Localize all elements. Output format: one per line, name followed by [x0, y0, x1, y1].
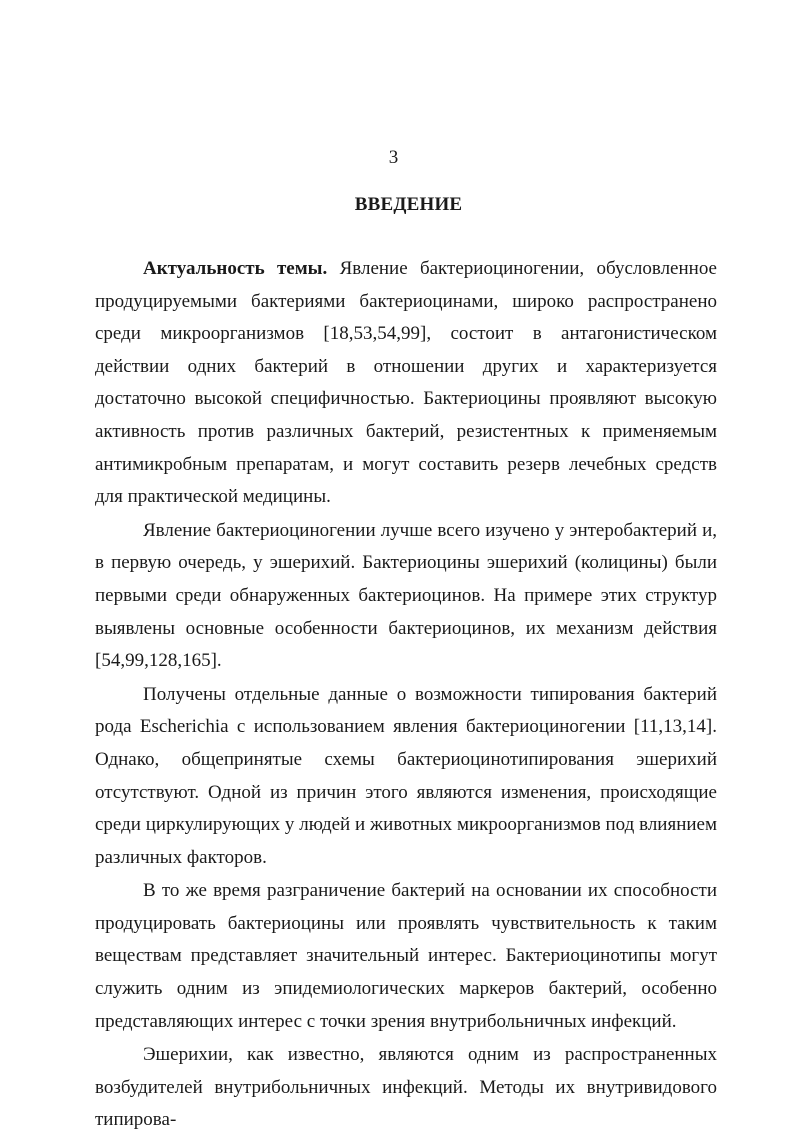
paragraph-differentiation: В то же время разграничение бактерий на основании их способности продуцировать бактериоцины или проявлять чувствительность к таким веществам представляет значительный интерес. Бактериоцинотипы могут служить одним из эпидемиологических маркеров бактерий, особенно представляющих интерес с точки зрения внутрибольничных инфекций. [95, 880, 717, 1032]
paragraph-text: Явление бактериоциногении, обусловленное продуцируемыми бактериями бактериоцинами, широко распространено среди микроорганизмов [18,53,54,99], состоит в антагонистическом действии одних бактерий в отношении других и характеризуется достаточно высокой специфичностью. Бактериоцины проявляют высокую активность против различных бактерий, резистентных к применяемым антимикробным препаратам, и могут составить резерв лечебных средств для практической медицины. [95, 258, 717, 508]
page-number: 3 [388, 147, 399, 168]
paragraph-bacteriocinogeny: Явление бактериоциногении лучше всего изучено у энтеробактерий и, в первую очередь, у эшерихий. Бактериоцины эшерихий (колицины) были первыми среди обнаруженных бактериоцинов. На примере этих структур выявлены основные особенности бактериоцинов, их механизм действия [54,99,128,165]. [95, 519, 717, 672]
paragraph-typing-data: Получены отдельные данные о возможности типирования бактерий рода Escherichia с использованием явления бактериоциногении [11,13,14]. Однако, общепринятые схемы бактериоцинотипирования эшерихий отсутствуют. Одной из причин этого являются изменения, происходящие среди циркулирующих у людей и животных микроорганизмов под влиянием различных факторов. [95, 683, 717, 868]
section-title: ВВЕДЕНИЕ [354, 194, 463, 215]
paragraph-relevance [95, 253, 717, 514]
paragraph-lead-heading: Актуальность темы. [143, 258, 328, 279]
paragraph-escherichia: Эшерихии, как известно, являются одним из распространенных возбудителей внутрибольничных инфекций. Методы их внутривидового типирова- [95, 1044, 717, 1131]
body-text [95, 253, 717, 1137]
